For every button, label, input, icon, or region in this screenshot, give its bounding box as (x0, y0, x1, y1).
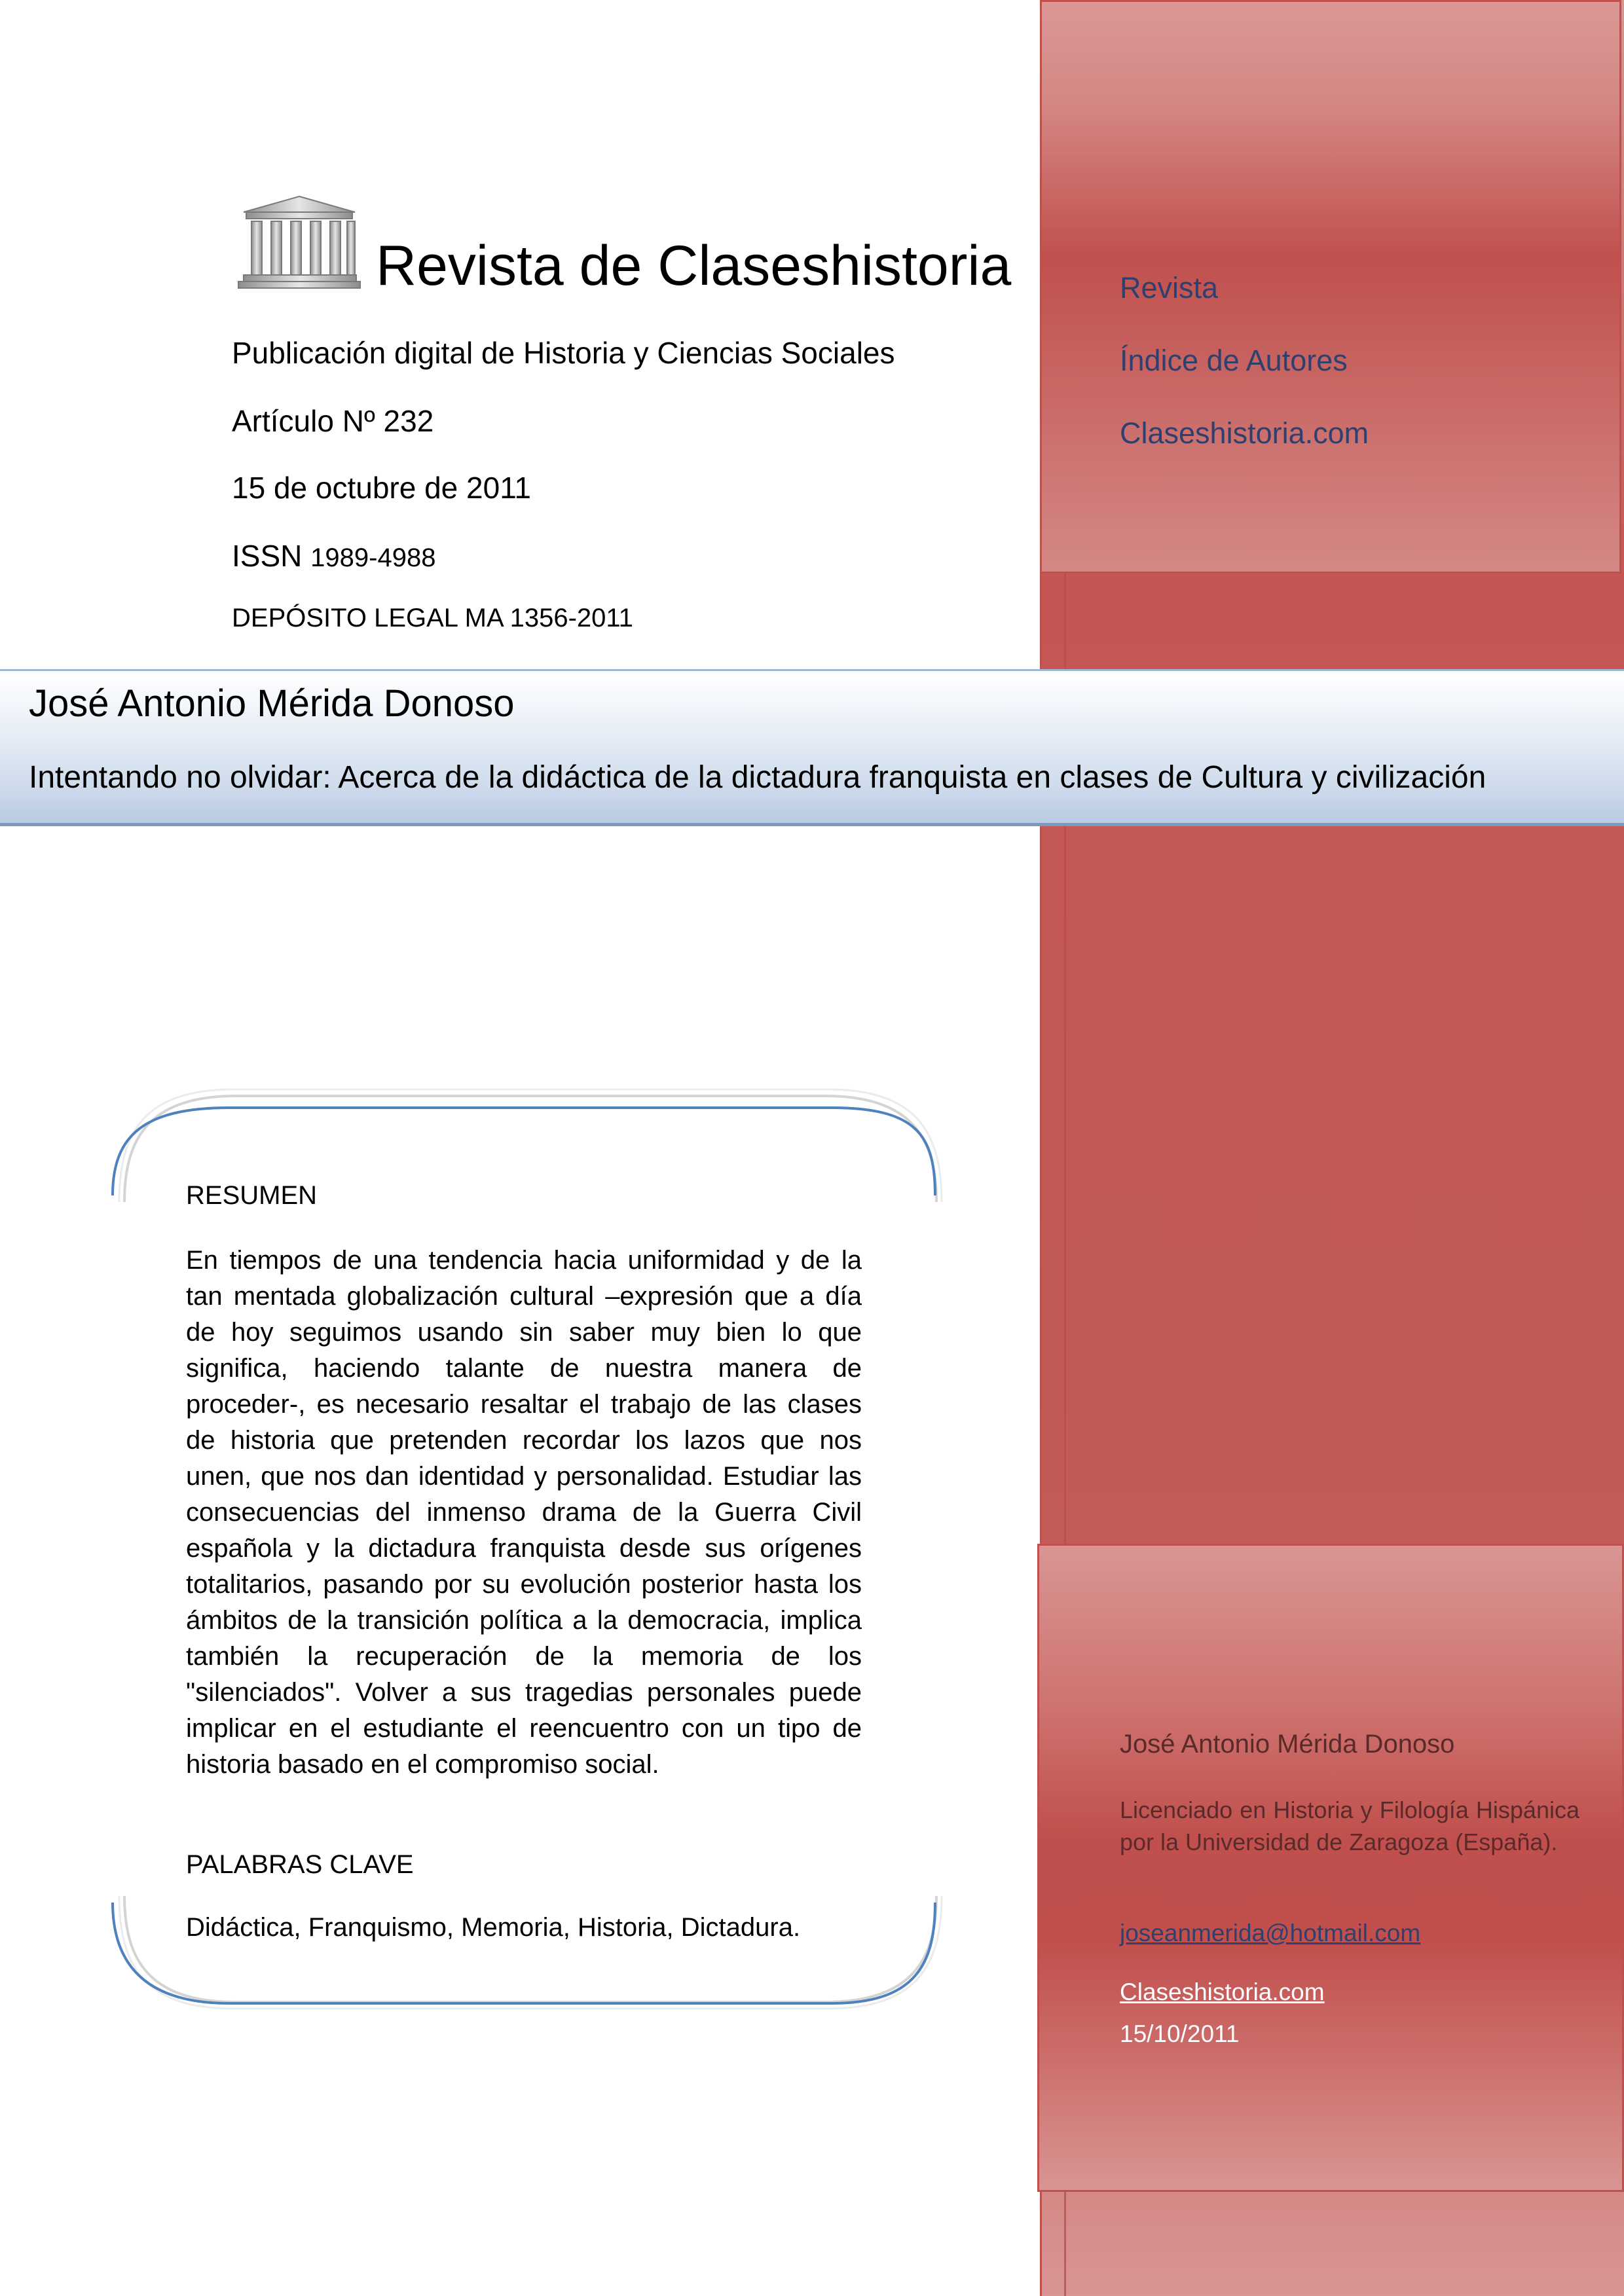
classical-temple-icon (237, 195, 361, 291)
nav-link-claseshistoria[interactable]: Claseshistoria.com (1120, 416, 1369, 450)
issn-number: 1989-4988 (310, 543, 436, 572)
sidebar-author-box (1037, 1544, 1624, 2192)
nav-link-indice-autores[interactable]: Índice de Autores (1120, 344, 1348, 377)
abstract-heading: RESUMEN (186, 1181, 318, 1210)
author-email-link[interactable]: joseanmerida@hotmail.com (1120, 1920, 1421, 1946)
keywords: Didáctica, Franquismo, Memoria, Historia, Dictadura. (186, 1913, 801, 1942)
legal-deposit: DEPÓSITO LEGAL MA 1356-2011 (232, 604, 633, 632)
issn-label: ISSN (232, 539, 303, 573)
author-box-date: 15/10/2011 (1120, 2020, 1240, 2047)
issn (232, 538, 435, 574)
site-link[interactable]: Claseshistoria.com (1120, 1978, 1325, 2005)
nav-link-revista[interactable]: Revista (1120, 271, 1219, 304)
article-title: Intentando no olvidar: Acerca de la didáctica de la dictadura franquista en clases de Cultura y civilización (29, 760, 1486, 795)
sidebar-nav (1120, 268, 1369, 486)
author-name: José Antonio Mérida Donoso (1120, 1730, 1455, 1758)
article-number: Artículo Nº 232 (232, 404, 434, 438)
publication-date: 15 de octubre de 2011 (232, 471, 531, 505)
author-bio: Licenciado en Historia y Filología Hispánica por la Universidad de Zaragoza (España). (1120, 1796, 1579, 1855)
abstract-body: En tiempos de una tendencia hacia uniformidad y de la tan mentada globalización cultural –expresión que a día de hoy seguimos usando sin saber muy bien lo que significa, haciendo talante de nuestra manera de proceder-, es necesario resaltar el trabajo de las clases de historia que pretenden recordar los lazos que nos unen, que nos dan identidad y personalidad. Estudiar las consecuencias del inmenso drama de la Guerra Civil española y la dictadura franquista desde sus orígenes totalitarios, pasando por su evolución posterior hasta los ámbitos de la transición política a la democracia, implica también la recuperación de la memoria de los "silenciados". Volver a sus tragedias personales puede implicar en el estudiante el reencuentro con un tipo de historia basado en el compromiso social. (186, 1246, 862, 1779)
journal-subtitle: Publicación digital de Historia y Ciencias Sociales (232, 336, 895, 370)
keywords-heading: PALABRAS CLAVE (186, 1850, 414, 1879)
band-author-name: José Antonio Mérida Donoso (29, 682, 515, 725)
journal-title: Revista de Claseshistoria (376, 234, 1012, 297)
